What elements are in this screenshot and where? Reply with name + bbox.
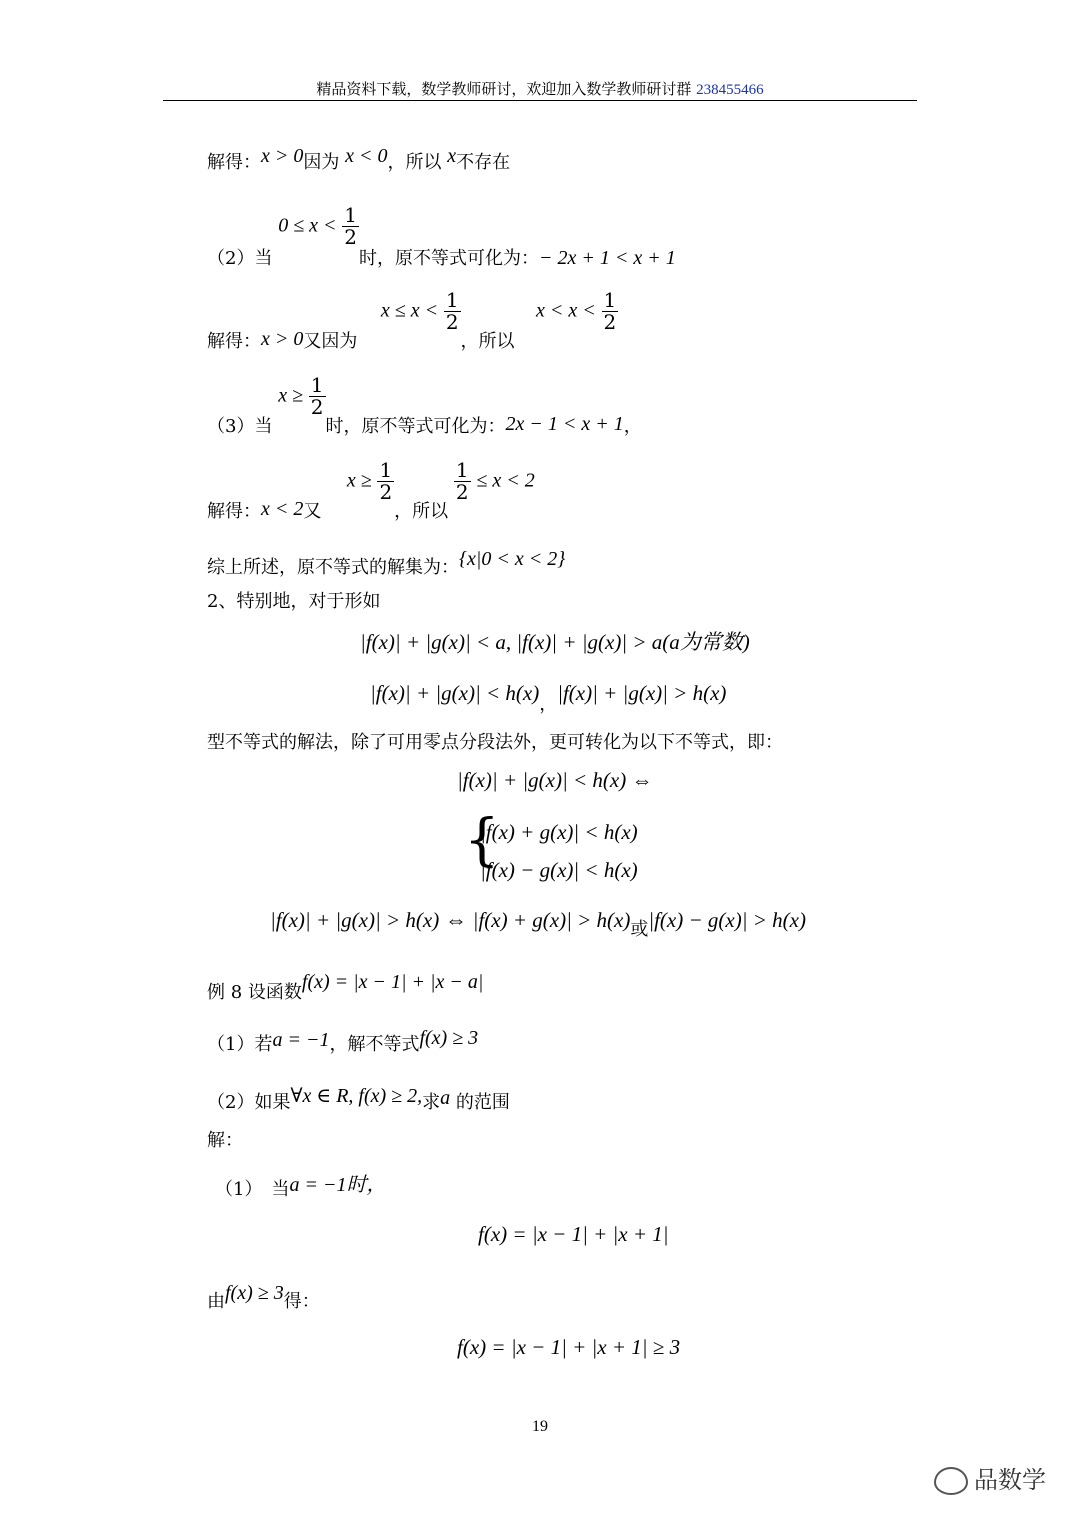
text: 时，原不等式可化为： [325, 415, 506, 437]
math: x > 0 [261, 145, 304, 167]
text: 综上所述，原不等式的解集为： [207, 557, 459, 578]
line-4 [207, 373, 642, 437]
line-5 [207, 458, 535, 522]
fraction-one-half [309, 375, 326, 418]
text: 又 [303, 500, 322, 522]
text: （1）若 [207, 1034, 273, 1055]
text: 解得： [207, 152, 261, 173]
fraction-one-half [602, 290, 619, 333]
fraction-one-half [454, 460, 471, 503]
numerator: 1 [344, 203, 358, 227]
math: |f(x)| + |g(x)| > h(x) [557, 681, 727, 705]
numerator: 1 [379, 458, 393, 482]
math: f(x) ≥ 3 [419, 1027, 479, 1049]
header-group-number: 238455466 [696, 82, 764, 98]
text: （2）如果 [207, 1092, 291, 1113]
math: 0 ≤ x < [278, 214, 337, 237]
math: x < 0 [345, 145, 388, 167]
math: x ≤ x < [380, 299, 439, 322]
text: ，所以 [460, 330, 515, 352]
text: ，解不等式 [329, 1034, 420, 1055]
system-eq-1: |f(x) + g(x)| < h(x) [480, 820, 638, 844]
text: 时，原不等式可化为： [359, 247, 540, 269]
text: 例 8 设函数 [207, 982, 302, 1003]
fraction-one-half [342, 205, 359, 248]
watermark [934, 1460, 1046, 1495]
line-7: 2、特别地，对于形如 [207, 591, 381, 612]
denominator: 2 [379, 480, 393, 504]
math: ⇔ [444, 907, 467, 932]
text: 解得： [207, 500, 261, 522]
math: x > 0 [261, 327, 304, 350]
fraction-one-half [377, 460, 394, 503]
math: |f(x)| + |g(x)| < h(x) [370, 681, 540, 705]
math: |f(x)| + |g(x)| > h(x) [270, 908, 440, 932]
text: 求 [422, 1092, 441, 1113]
numerator: 1 [603, 288, 617, 312]
denominator: 2 [344, 225, 358, 249]
text: ， [623, 415, 642, 437]
page-header [0, 78, 1080, 99]
math: a = −1 [272, 1029, 330, 1051]
math: |f(x) − g(x)| > h(x) [648, 908, 806, 932]
math: x ≥ [278, 384, 304, 407]
text: ，所以 [394, 500, 449, 522]
math: {x|0 < x < 2} [459, 548, 566, 570]
line-9 [370, 680, 727, 715]
text: 因为 [303, 152, 340, 173]
line-16 [207, 1085, 510, 1114]
math: x < 2 [261, 497, 304, 520]
math: x [447, 145, 457, 167]
text: 的范围 [455, 1092, 510, 1113]
numerator: 1 [310, 373, 324, 397]
formula-8: |f(x)| + |g(x)| < a, |f(x)| + |g(x)| > a(a为常数) [360, 630, 750, 654]
denominator: 2 [455, 480, 469, 504]
math: f(x) ≥ 3 [225, 1282, 284, 1304]
text: ，所以 [387, 152, 442, 173]
denominator: 2 [445, 310, 459, 334]
line-10: 型不等式的解法，除了可用零点分段法外，更可转化为以下不等式，即： [207, 732, 783, 753]
text: 得： [283, 1291, 320, 1312]
formula-19: f(x) = |x − 1| + |x + 1| [478, 1222, 669, 1246]
math: x < x < [536, 299, 596, 322]
line-2 [207, 203, 676, 269]
line-17: 解： [207, 1130, 243, 1151]
fraction-one-half [444, 290, 461, 333]
numerator: 1 [455, 458, 469, 482]
watermark-text: 品数学 [974, 1466, 1046, 1494]
math: ≤ x < 2 [476, 469, 535, 492]
math: 2x − 1 < x + 1 [505, 412, 624, 435]
text: （2）当 [207, 247, 273, 269]
line-3 [207, 288, 618, 352]
line-20 [207, 1282, 320, 1313]
numerator: 1 [445, 288, 459, 312]
math: − 2x + 1 < x + 1 [539, 246, 676, 269]
header-rule [163, 100, 917, 101]
formula-21: f(x) = |x − 1| + |x + 1| ≥ 3 [457, 1335, 681, 1359]
line-6 [207, 548, 566, 579]
text: 解得： [207, 330, 261, 352]
line-15 [207, 1027, 479, 1056]
text: ， [539, 694, 558, 715]
math: f(x) = |x − 1| + |x − a| [301, 971, 484, 993]
text: （3）当 [207, 415, 273, 437]
line-14 [207, 971, 484, 1004]
math: |f(x) + g(x)| > h(x) [472, 908, 631, 932]
left-brace: { [464, 808, 500, 873]
math: a [440, 1087, 451, 1109]
math: ∀x ∈ R, f(x) ≥ 2, [290, 1085, 423, 1107]
text: 由 [207, 1291, 225, 1312]
header-text: 精品资料下载，数学教师研讨，欢迎加入数学教师研讨群 [316, 80, 692, 98]
line-1 [207, 145, 511, 174]
system-eq-2: |f(x) − g(x)| < h(x) [480, 858, 638, 882]
text: （1） 当 [215, 1179, 290, 1200]
wechat-icon [934, 1467, 968, 1495]
denominator: 2 [603, 310, 617, 334]
line-13 [270, 907, 806, 940]
page-number: 19 [532, 1418, 548, 1435]
math: a = −1时， [289, 1174, 387, 1196]
formula-11: |f(x)| + |g(x)| < h(x) ⇔ [457, 768, 653, 792]
text: 或 [630, 919, 649, 940]
text: 不存在 [456, 152, 511, 173]
denominator: 2 [310, 395, 324, 419]
text: 又因为 [303, 330, 358, 352]
line-18 [215, 1172, 386, 1201]
math: x ≥ [346, 469, 372, 492]
